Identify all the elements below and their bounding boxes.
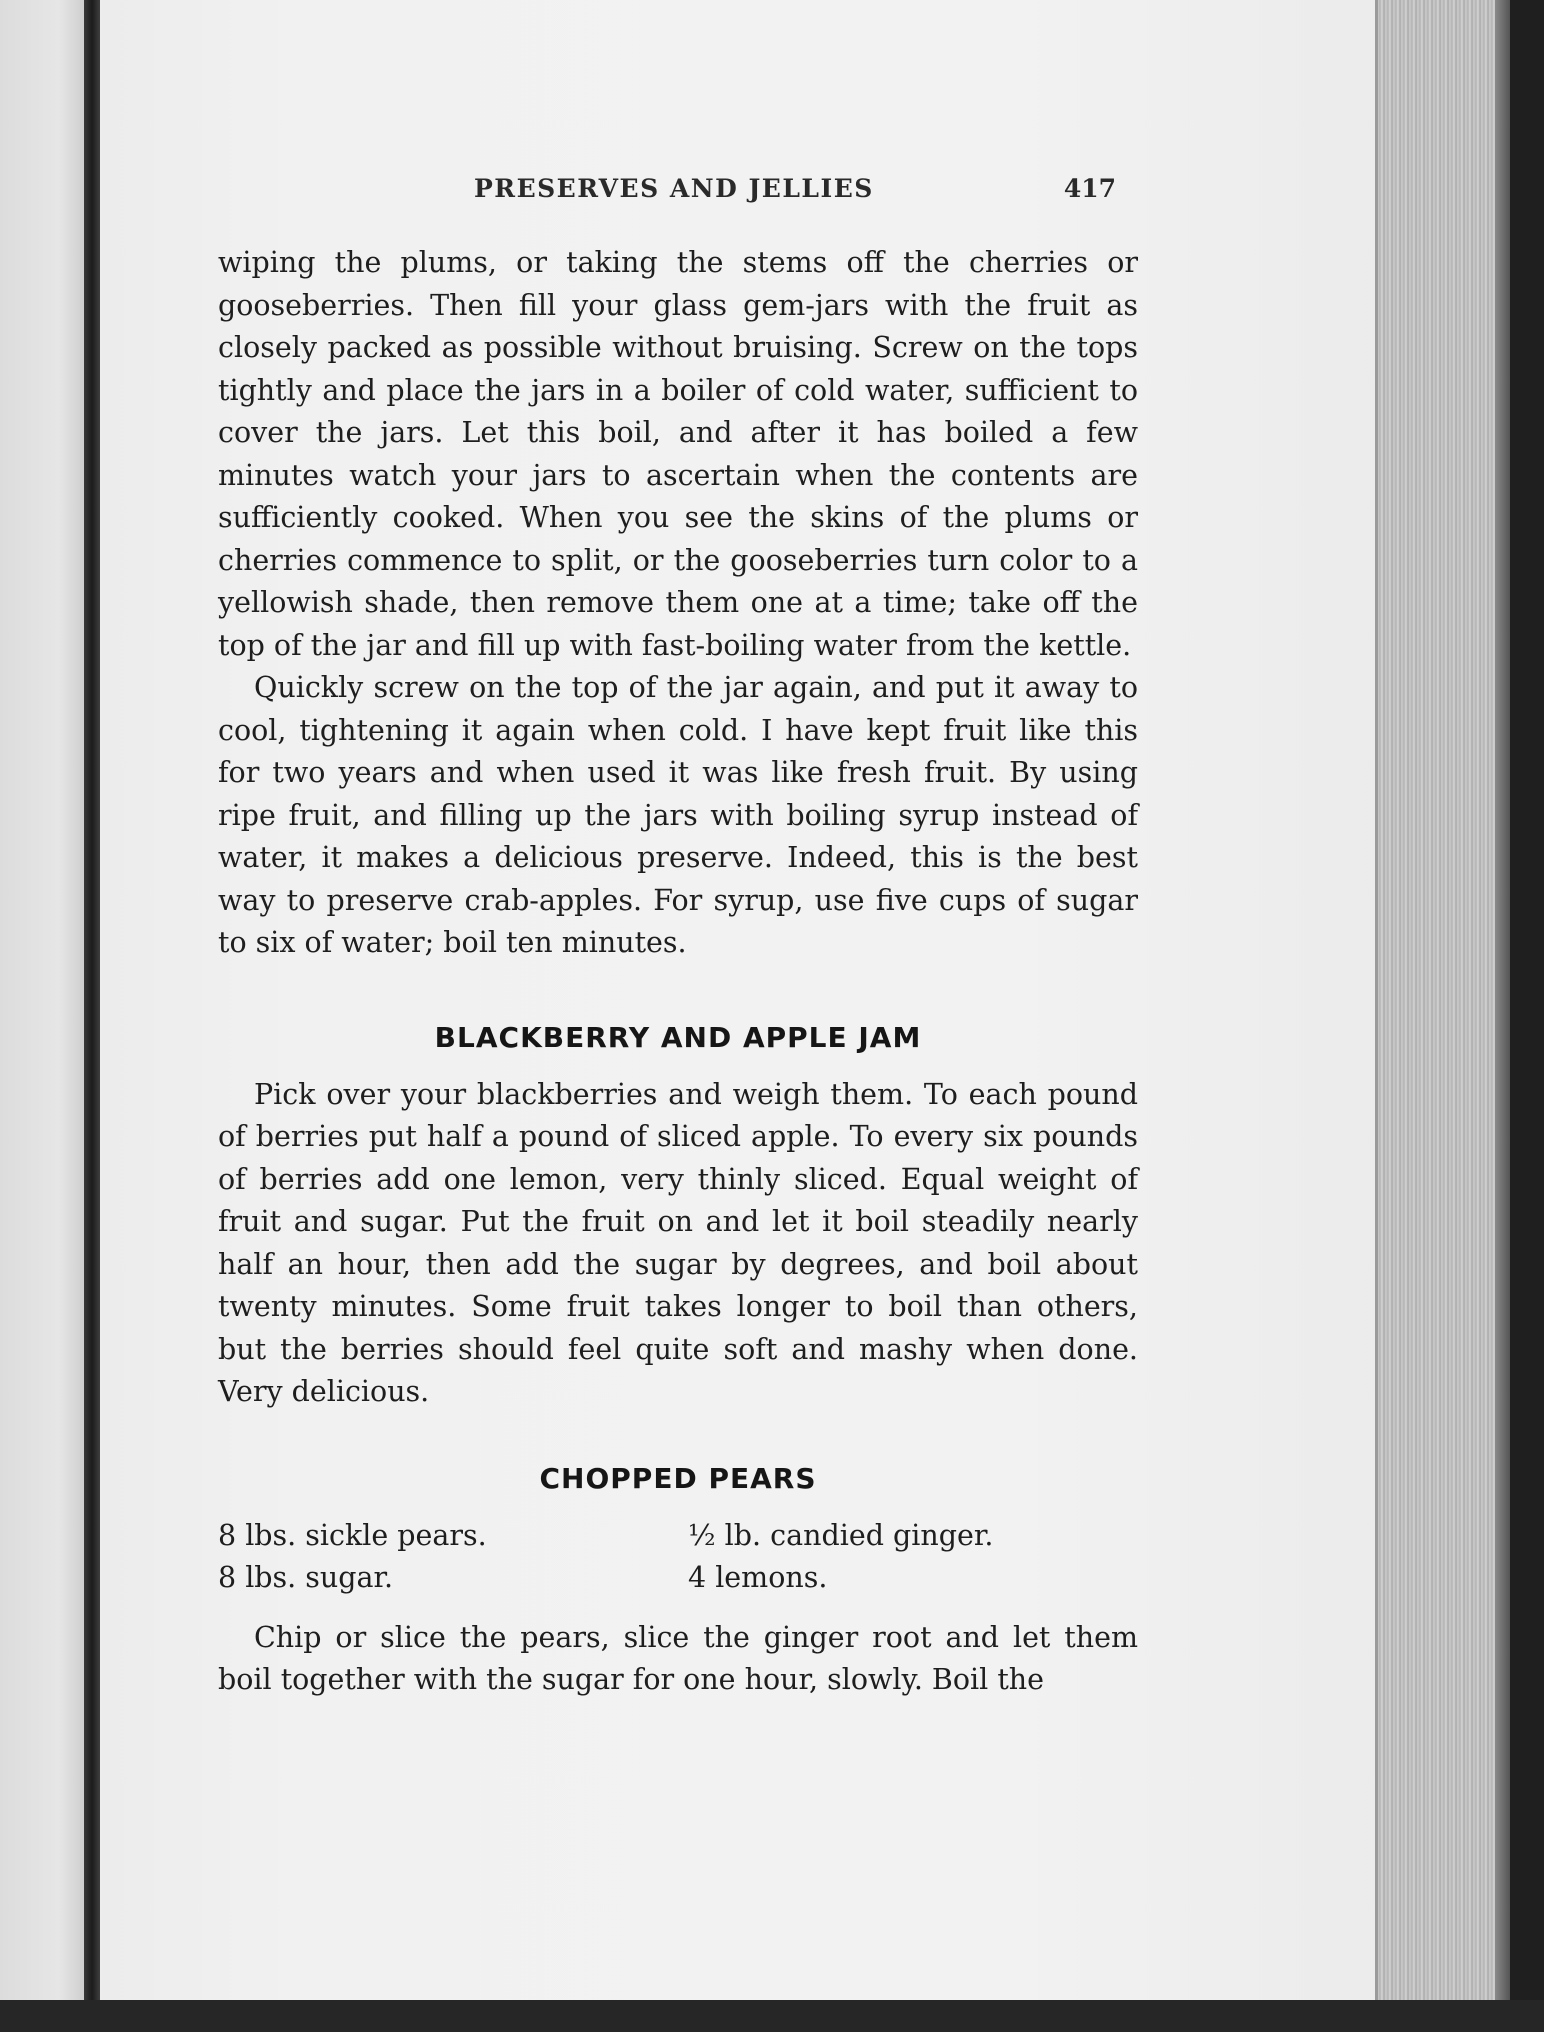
ingredient-list <box>218 1515 1138 1599</box>
ingredient-item: ½ lb. candied ginger. <box>688 1518 994 1552</box>
page-number: 417 <box>1063 174 1116 203</box>
paragraph-quickly-screw: Quickly screw on the top of the jar again, and put it away to cool, tightening it again when cold. I have kept fruit like this for two years and when used it was like fresh fruit. By using ripe fruit, and filling up the jars with boiling syrup instead of water, it makes a delicious preserve. Indeed, this is the best way to preserve crab-apples. For syrup, use five cups of sugar to six of water; boil ten minutes. <box>218 671 1138 959</box>
recipe-title-blackberry-apple-jam: BLACKBERRY AND APPLE JAM <box>434 1020 922 1054</box>
ingredient-item: 8 lbs. sugar. <box>218 1560 394 1594</box>
running-title: PRESERVES AND JELLIES <box>474 174 874 203</box>
paragraph-continued: wiping the plums, or taking the stems off the cherries or gooseberries. Then fill your glass gem-jars with the fruit as closely packed as possible without bruising. Screw on the tops tightly and place the jars in a boiler of cold water, sufficient to cover the jars. Let this boil, and after it has boiled a few minutes watch your jars to ascertain when the contents are sufficiently cooked. When you see the skins of the plums or cherries commence to split, or the gooseberries turn color to a yellowish shade, then remove them one at a time; take off the top of the jar and fill up with fast-boiling water from the kettle. <box>218 246 1138 662</box>
running-head <box>218 170 1138 216</box>
recipe-body-chopped-pears: Chip or slice the pears, slice the ginger root and let them boil together with the sugar for one hour, slowly. Boil the <box>218 1620 1138 1696</box>
left-page-edge <box>0 0 84 2000</box>
book-cover-edge <box>1510 0 1544 2032</box>
page-stack-edges <box>1375 0 1513 2000</box>
book-gutter <box>84 0 100 2000</box>
ingredient-item: 4 lemons. <box>688 1560 828 1594</box>
recipe-body-blackberry-apple-jam: Pick over your blackberries and weigh them. To each pound of berries put half a pound of sliced apple. To every six pounds of berries add one lemon, very thinly sliced. Equal weight of fruit and sugar. Put the fruit on and let it boil steadily nearly half an hour, then add the sugar by degrees, and boil about twenty minutes. Some fruit takes longer to boil than others, but the berries should feel quite soft and mashy when done. Very delicious. <box>218 1077 1138 1408</box>
ingredient-item: 8 lbs. sickle pears. <box>218 1518 487 1552</box>
background-strip <box>0 2000 1544 2032</box>
recipe-title-chopped-pears: CHOPPED PEARS <box>539 1461 817 1495</box>
page-content <box>218 170 1138 1702</box>
